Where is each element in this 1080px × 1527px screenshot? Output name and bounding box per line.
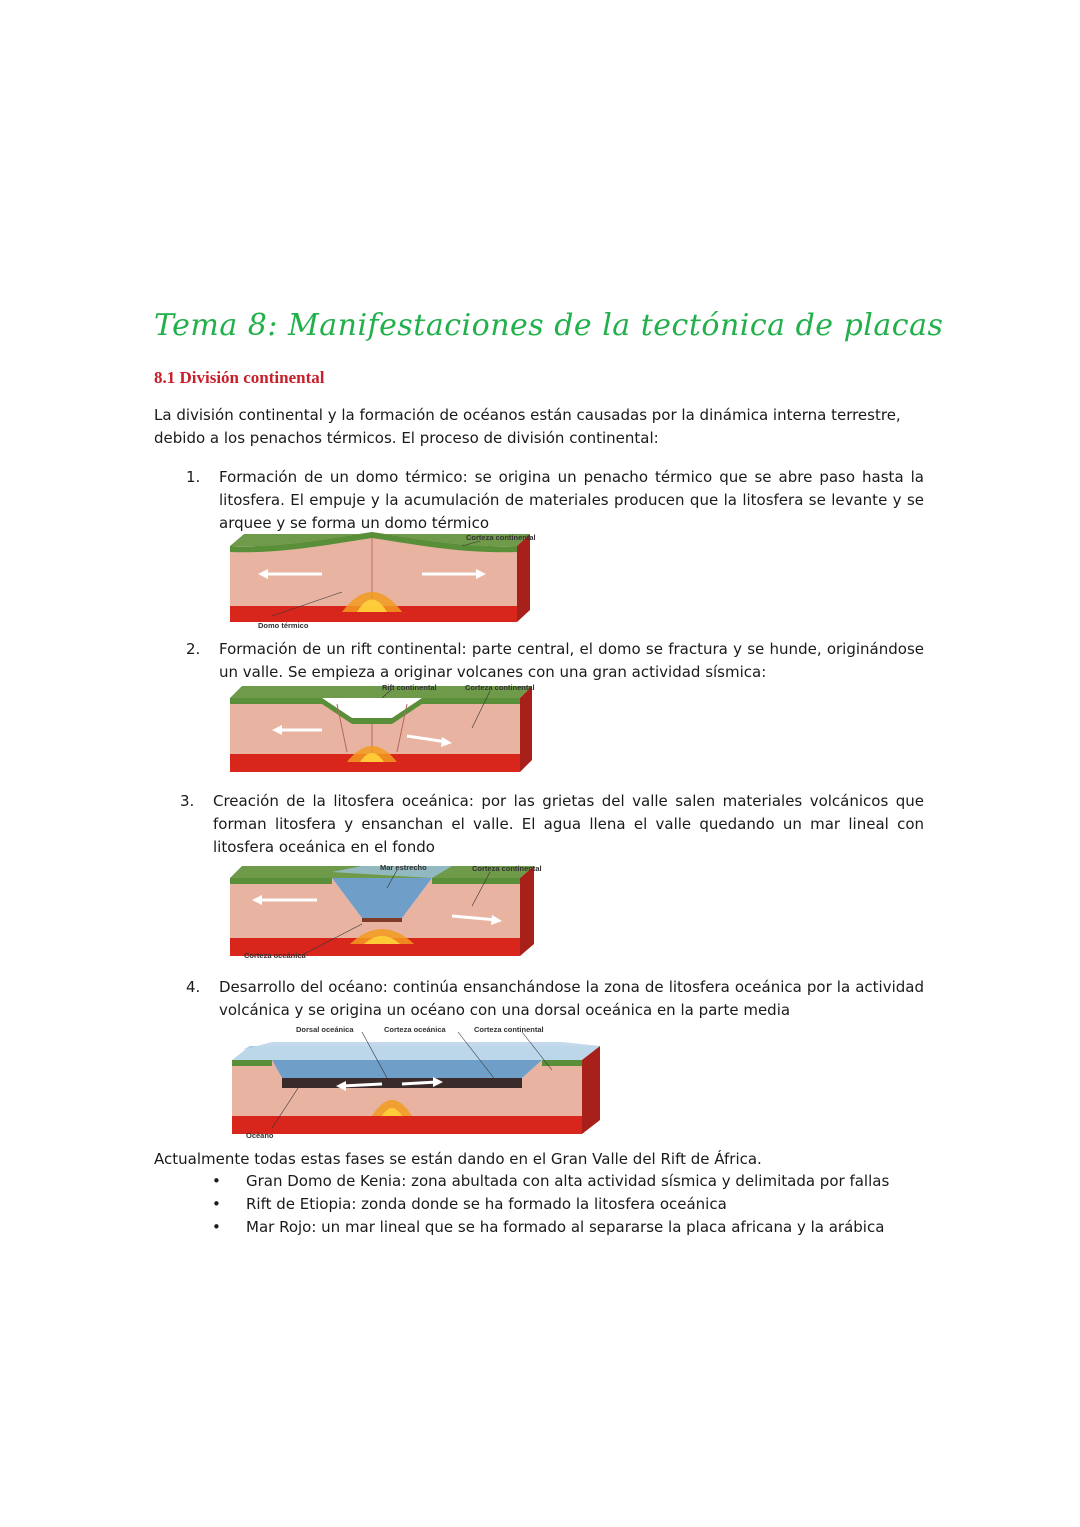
diagram-label: Corteza oceánica — [244, 951, 306, 960]
step-item — [180, 790, 926, 860]
diagram-ocean-development — [222, 1020, 612, 1144]
diagram-label: Corteza continental — [472, 864, 542, 873]
step-text: Creación de la litosfera oceánica: por las grietas del valle salen materiales volcánicos que forman litosfera y ensanchan el valle. El agua llena el valle quedando un mar lineal con litosfera oceánica en el fondo — [213, 792, 924, 856]
diagram-label: Mar estrecho — [380, 863, 427, 872]
step-number: 2. — [186, 640, 201, 658]
diagram-label: Domo térmico — [258, 621, 309, 630]
bullet-icon: • — [212, 1218, 221, 1236]
diagram-oceanic-lithosphere — [222, 858, 542, 966]
step-text: Formación de un rift continental: parte central, el domo se fractura y se hunde, originándose un valle. Se empieza a originar volcanes con una gran actividad sísmica: — [219, 640, 924, 681]
diagram-label: Rift continental — [382, 683, 437, 692]
bullet-icon: • — [212, 1195, 221, 1213]
bullet-icon: • — [212, 1172, 221, 1190]
step-text: Desarrollo del océano: continúa ensanchándose la zona de litosfera oceánica por la actividad volcánica y se origina un océano con una dorsal oceánica en la parte media — [219, 978, 924, 1019]
step-text: Formación de un domo térmico: se origina un penacho térmico que se abre paso hasta la litosfera. El empuje y la acumulación de materiales producen que la litosfera se levante y se arquee y se forma un domo térmico — [219, 468, 924, 532]
list-item — [206, 1170, 889, 1193]
step-number: 3. — [180, 792, 195, 810]
diagram-label: Corteza continental — [474, 1025, 544, 1034]
intro-paragraph: La división continental y la formación de océanos están causadas por la dinámica interna terrestre, debido a los penachos térmicos. El proceso de división continental: — [154, 406, 901, 447]
diagram-thermal-dome — [222, 532, 542, 632]
diagram-continental-rift — [222, 682, 542, 782]
step-number: 1. — [186, 468, 201, 486]
list-item-text: Gran Domo de Kenia: zona abultada con alta actividad sísmica y delimitada por fallas — [246, 1172, 890, 1190]
diagram-label: Corteza continental — [465, 683, 535, 692]
diagram-label: Dorsal oceánica — [296, 1025, 354, 1034]
conclusion-paragraph: Actualmente todas estas fases se están dando en el Gran Valle del Rift de África. — [154, 1150, 762, 1168]
diagram-label: Corteza continental — [466, 533, 536, 542]
step-number: 4. — [186, 978, 201, 996]
list-item — [206, 1216, 889, 1239]
list-item-text: Rift de Etiopia: zonda donde se ha formado la litosfera oceánica — [246, 1195, 727, 1213]
diagram-label: Corteza oceánica — [384, 1025, 446, 1034]
examples-list — [206, 1170, 889, 1239]
list-item — [206, 1193, 889, 1216]
step-item — [186, 976, 926, 1024]
step-item — [186, 466, 926, 536]
diagram-label: Océano — [246, 1131, 274, 1140]
section-heading: 8.1 División continental — [154, 368, 325, 387]
page-title: Tema 8: Manifestaciones de la tectónica de placas — [154, 308, 944, 343]
step-item — [186, 638, 926, 686]
list-item-text: Mar Rojo: un mar lineal que se ha formado al separarse la placa africana y la arábica — [246, 1218, 885, 1236]
